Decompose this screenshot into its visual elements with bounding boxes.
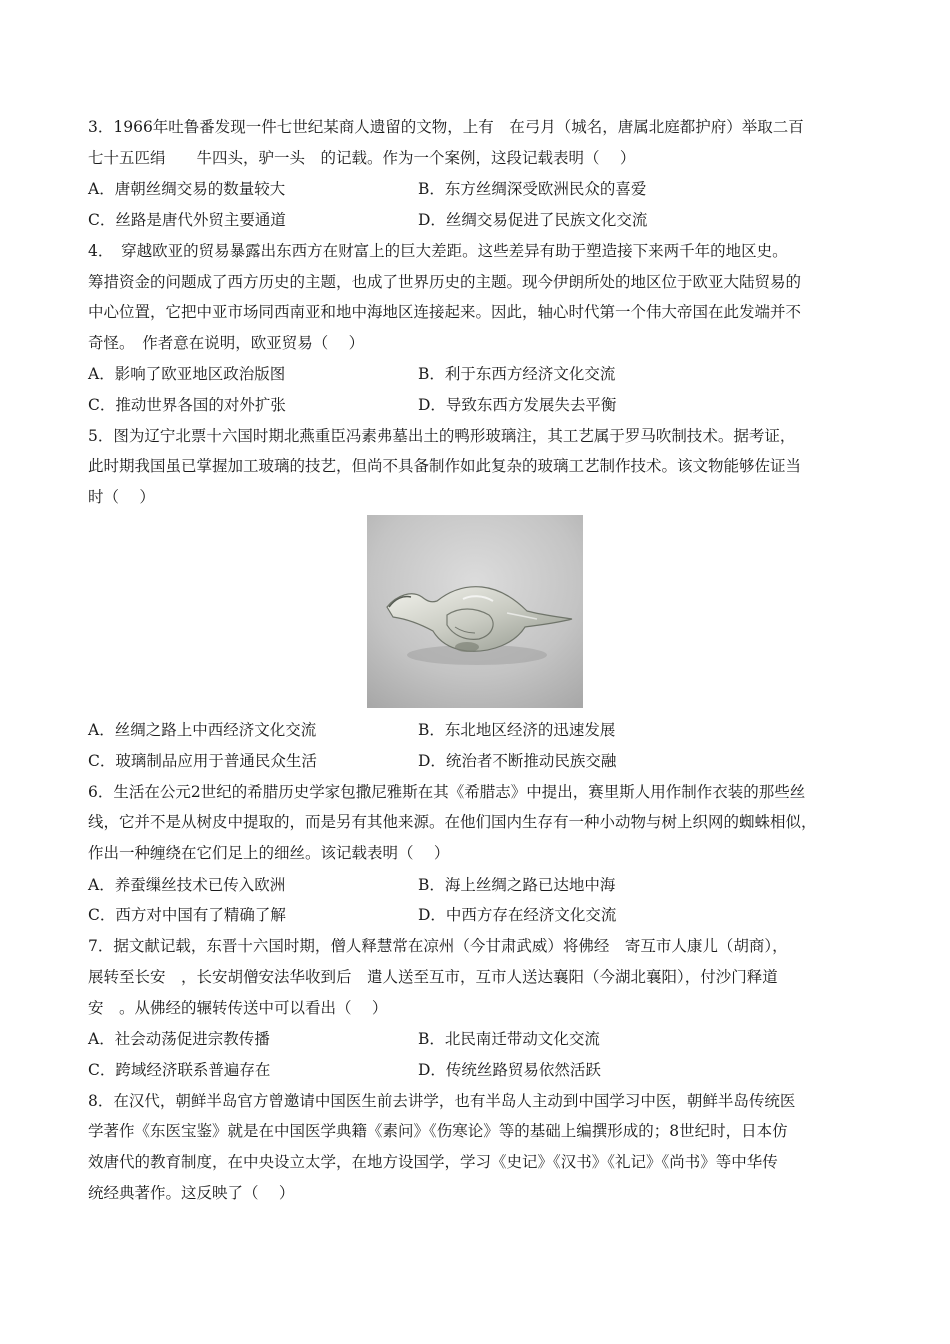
- q3-line-1: 3．1966年吐鲁番发现一件七世纪某商人遗留的文物，上有 在弓月（城名，唐属北庭都护府）举取二百: [88, 118, 804, 136]
- q4-line-4: 奇怪。 作者意在说明，欧亚贸易（ ）: [88, 334, 365, 352]
- q5-line-2: 此时期我国虽已掌握加工玻璃的技艺，但尚不具备制作如此复杂的玻璃工艺制作技术。该文物能够佐证当: [88, 457, 802, 475]
- q5-line-1: 5．图为辽宁北票十六国时期北燕重臣冯素弗墓出土的鸭形玻璃注，其工艺属于罗马吹制技术。据考证，: [88, 427, 796, 445]
- q6-option-a[interactable]: A．养蚕缫丝技术已传入欧洲: [88, 876, 286, 894]
- q6-line-3: 作出一种缠绕在它们足上的细丝。该记载表明（ ）: [88, 844, 450, 862]
- q4-option-c[interactable]: C．推动世界各国的对外扩张: [88, 396, 286, 414]
- q4-option-b[interactable]: B．利于东西方经济文化交流: [418, 365, 616, 383]
- q3-option-a[interactable]: A．唐朝丝绸交易的数量较大: [88, 180, 286, 198]
- q3-option-d[interactable]: D．丝绸交易促进了民族文化交流: [418, 211, 648, 229]
- q4-line-1: 4． 穿越欧亚的贸易暴露出东西方在财富上的巨大差距。这些差异有助于塑造接下来两千年的地区史。: [88, 242, 788, 260]
- q8-line-4: 统经典著作。这反映了（ ）: [88, 1184, 295, 1202]
- q7-option-d[interactable]: D．传统丝路贸易依然活跃: [418, 1061, 601, 1079]
- duck-shaped-glass-vessel-photo: [367, 515, 583, 708]
- q5-line-3: 时（ ）: [88, 488, 155, 506]
- q4-option-a[interactable]: A．影响了欧亚地区政治版图: [88, 365, 286, 383]
- q7-option-a[interactable]: A．社会动荡促进宗教传播: [88, 1030, 270, 1048]
- q6-option-d[interactable]: D．中西方存在经济文化交流: [418, 906, 617, 924]
- q6-line-2: 线，它并不是从树皮中提取的，而是另有其他来源。在他们国内生存有一种小动物与树上织网的蜘蛛相似，: [88, 813, 817, 831]
- q5-option-b[interactable]: B．东北地区经济的迅速发展: [418, 721, 616, 739]
- q3-option-b[interactable]: B．东方丝绸深受欧洲民众的喜爱: [418, 180, 647, 198]
- q7-line-3: 安 。从佛经的辗转传送中可以看出（ ）: [88, 999, 388, 1017]
- q7-option-c[interactable]: C．跨域经济联系普遍存在: [88, 1061, 271, 1079]
- q5-option-a[interactable]: A．丝绸之路上中西经济文化交流: [88, 721, 317, 739]
- q3-line-2: 七十五匹绢 牛四头，驴一头 的记载。作为一个案例，这段记载表明（ ）: [88, 149, 636, 167]
- q8-line-1: 8．在汉代，朝鲜半岛官方曾邀请中国医生前去讲学，也有半岛人主动到中国学习中医，朝鲜半岛传统医: [88, 1092, 796, 1110]
- q7-line-2: 展转至长安 ，长安胡僧安法华收到后 遣人送至互市，互市人送达襄阳（今湖北襄阳），付沙门释道: [88, 968, 778, 986]
- q6-option-b[interactable]: B．海上丝绸之路已达地中海: [418, 876, 616, 894]
- q5-option-d[interactable]: D．统治者不断推动民族交融: [418, 752, 617, 770]
- q5-option-c[interactable]: C．玻璃制品应用于普通民众生活: [88, 752, 317, 770]
- q7-line-1: 7．据文献记载，东晋十六国时期，僧人释慧常在凉州（今甘肃武威）将佛经 寄互市人康儿（胡商），: [88, 937, 788, 955]
- q4-line-3: 中心位置，它把中亚市场同西南亚和地中海地区连接起来。因此，轴心时代第一个伟大帝国在此发端并不: [88, 303, 802, 321]
- q3-option-c[interactable]: C．丝路是唐代外贸主要通道: [88, 211, 286, 229]
- q6-line-1: 6．生活在公元2世纪的希腊历史学家包撒尼雅斯在其《希腊志》中提出，赛里斯人用作制作衣装的那些丝: [88, 783, 806, 801]
- q8-line-2: 学著作《东医宝鉴》就是在中国医学典籍《素问》《伤寒论》等的基础上编撰形成的；8世纪时，日本仿: [88, 1122, 788, 1140]
- q4-line-2: 筹措资金的问题成了西方历史的主题，也成了世界历史的主题。现今伊朗所处的地区位于欧亚大陆贸易的: [88, 273, 802, 291]
- q8-line-3: 效唐代的教育制度，在中央设立太学，在地方设国学，学习《史记》《汉书》《礼记》《尚书》等中华传: [88, 1153, 778, 1171]
- q7-option-b[interactable]: B．北民南迁带动文化交流: [418, 1030, 600, 1048]
- q6-option-c[interactable]: C．西方对中国有了精确了解: [88, 906, 286, 924]
- q4-option-d[interactable]: D．导致东西方发展失去平衡: [418, 396, 617, 414]
